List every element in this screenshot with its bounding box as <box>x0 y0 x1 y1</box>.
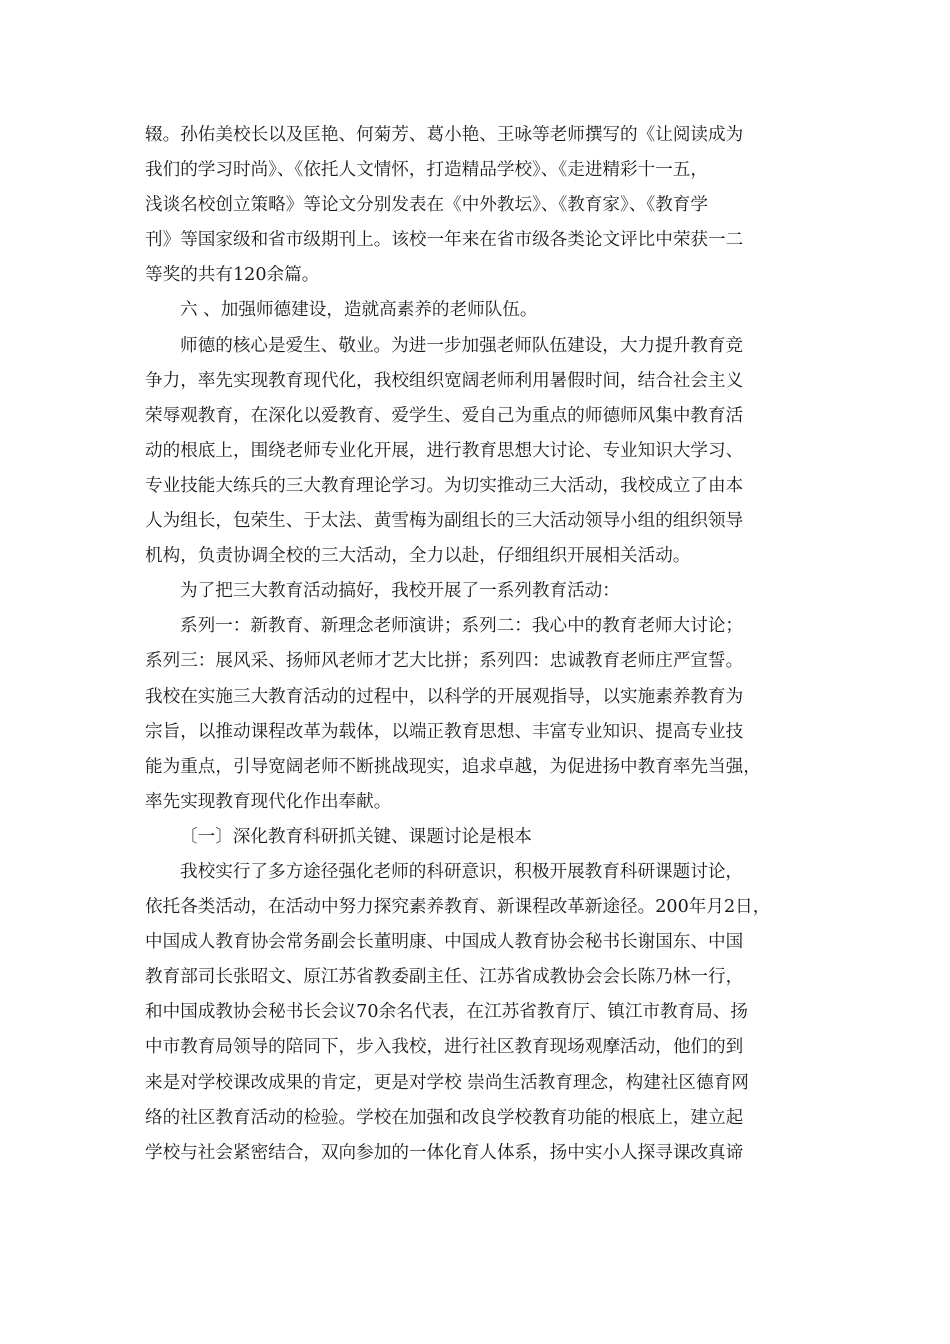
text-line: 辍。孙佑美校长以及匡艳、何菊芳、葛小艳、王咏等老师撰写的《让阅读成为 <box>145 125 744 145</box>
text-line: 系列一：新教育、新理念老师演讲；系列二：我心中的教育老师大讨论； <box>180 616 744 637</box>
text-line: 率先实现教育现代化作出奉献。 <box>145 791 392 812</box>
text-line: 〔一〕深化教育科研抓关键、课题讨论是根本 <box>180 826 532 847</box>
text-line: 我校实行了多方途径强化老师的科研意识，积极开展教育科研课题讨论， <box>180 861 744 882</box>
text-line: 能为重点，引导宽阔老师不断挑战现实，追求卓越，为促进扬中教育率先当强， <box>145 756 761 777</box>
text-line: 中市教育局领导的陪同下，步入我校，进行社区教育现场观摩活动，他们的到 <box>145 1037 744 1058</box>
text-line: 依托各类活动，在活动中努力探究素养教育、新课程改革新途径。200年月2日， <box>145 897 771 918</box>
text-line: 专业技能大练兵的三大教育理论学习。为切实推动三大活动，我校成立了由本 <box>145 475 744 496</box>
text-line: 为了把三大教育活动搞好，我校开展了一系列教育活动： <box>180 581 620 602</box>
text-line: 来是对学校课改成果的肯定，更是对学校 崇尚生活教育理念，构建社区德育网 <box>145 1072 749 1093</box>
text-line: 宗旨，以推动课程改革为载体，以端正教育思想、丰富专业知识、提高专业技 <box>145 721 744 742</box>
text-line: 教育部司长张昭文、原江苏省教委副主任、江苏省成教协会会长陈乃林一行， <box>145 967 744 988</box>
text-line: 我们的学习时尚》、《依托人文情怀，打造精品学校》、《走进精彩十一五， <box>145 160 708 181</box>
text-line: 机构，负责协调全校的三大活动，全力以赴，仔细组织开展相关活动。 <box>145 546 691 567</box>
text-line: 争力，率先实现教育现代化，我校组织宽阔老师利用暑假时间，结合社会主义 <box>145 370 744 391</box>
text-line: 和中国成教协会秘书长会议70余名代表，在江苏省教育厅、镇江市教育局、扬 <box>145 1002 748 1023</box>
text-line: 等奖的共有120余篇。 <box>145 265 320 286</box>
text-line: 动的根底上，围绕老师专业化开展，进行教育思想大讨论、专业知识大学习、 <box>145 440 744 461</box>
text-line: 系列三：展风采、扬师风老师才艺大比拼；系列四：忠诚教育老师庄严宣誓。 <box>145 651 744 672</box>
document-body <box>145 118 845 1171</box>
text-line: 人为组长，包荣生、于太法、黄雪梅为副组长的三大活动领导小组的组织领导 <box>145 511 744 532</box>
text-line: 六 、加强师德建设，造就高素养的老师队伍。 <box>180 300 538 321</box>
text-line: 荣辱观教育，在深化以爱教育、爱学生、爱自己为重点的师德师风集中教育活 <box>145 405 744 426</box>
text-line: 刊》等国家级和省市级期刊上。该校一年来在省市级各类论文评比中荣获一二 <box>145 230 744 251</box>
text-line: 学校与社会紧密结合，双向参加的一体化育人体系，扬中实小人探寻课改真谛 <box>145 1142 744 1163</box>
text-line: 络的社区教育活动的检验。学校在加强和改良学校教育功能的根底上，建立起 <box>145 1107 744 1128</box>
text-line: 中国成人教育协会常务副会长董明康、中国成人教育协会秘书长谢国东、中国 <box>145 932 744 953</box>
text-line: 我校在实施三大教育活动的过程中，以科学的开展观指导，以实施素养教育为 <box>145 686 744 707</box>
text-line: 浅谈名校创立策略》等论文分别发表在《中外教坛》、《教育家》、《教育学 <box>145 195 708 216</box>
text-line: 师德的核心是爱生、敬业。为进一步加强老师队伍建设，大力提升教育竞 <box>180 335 744 356</box>
